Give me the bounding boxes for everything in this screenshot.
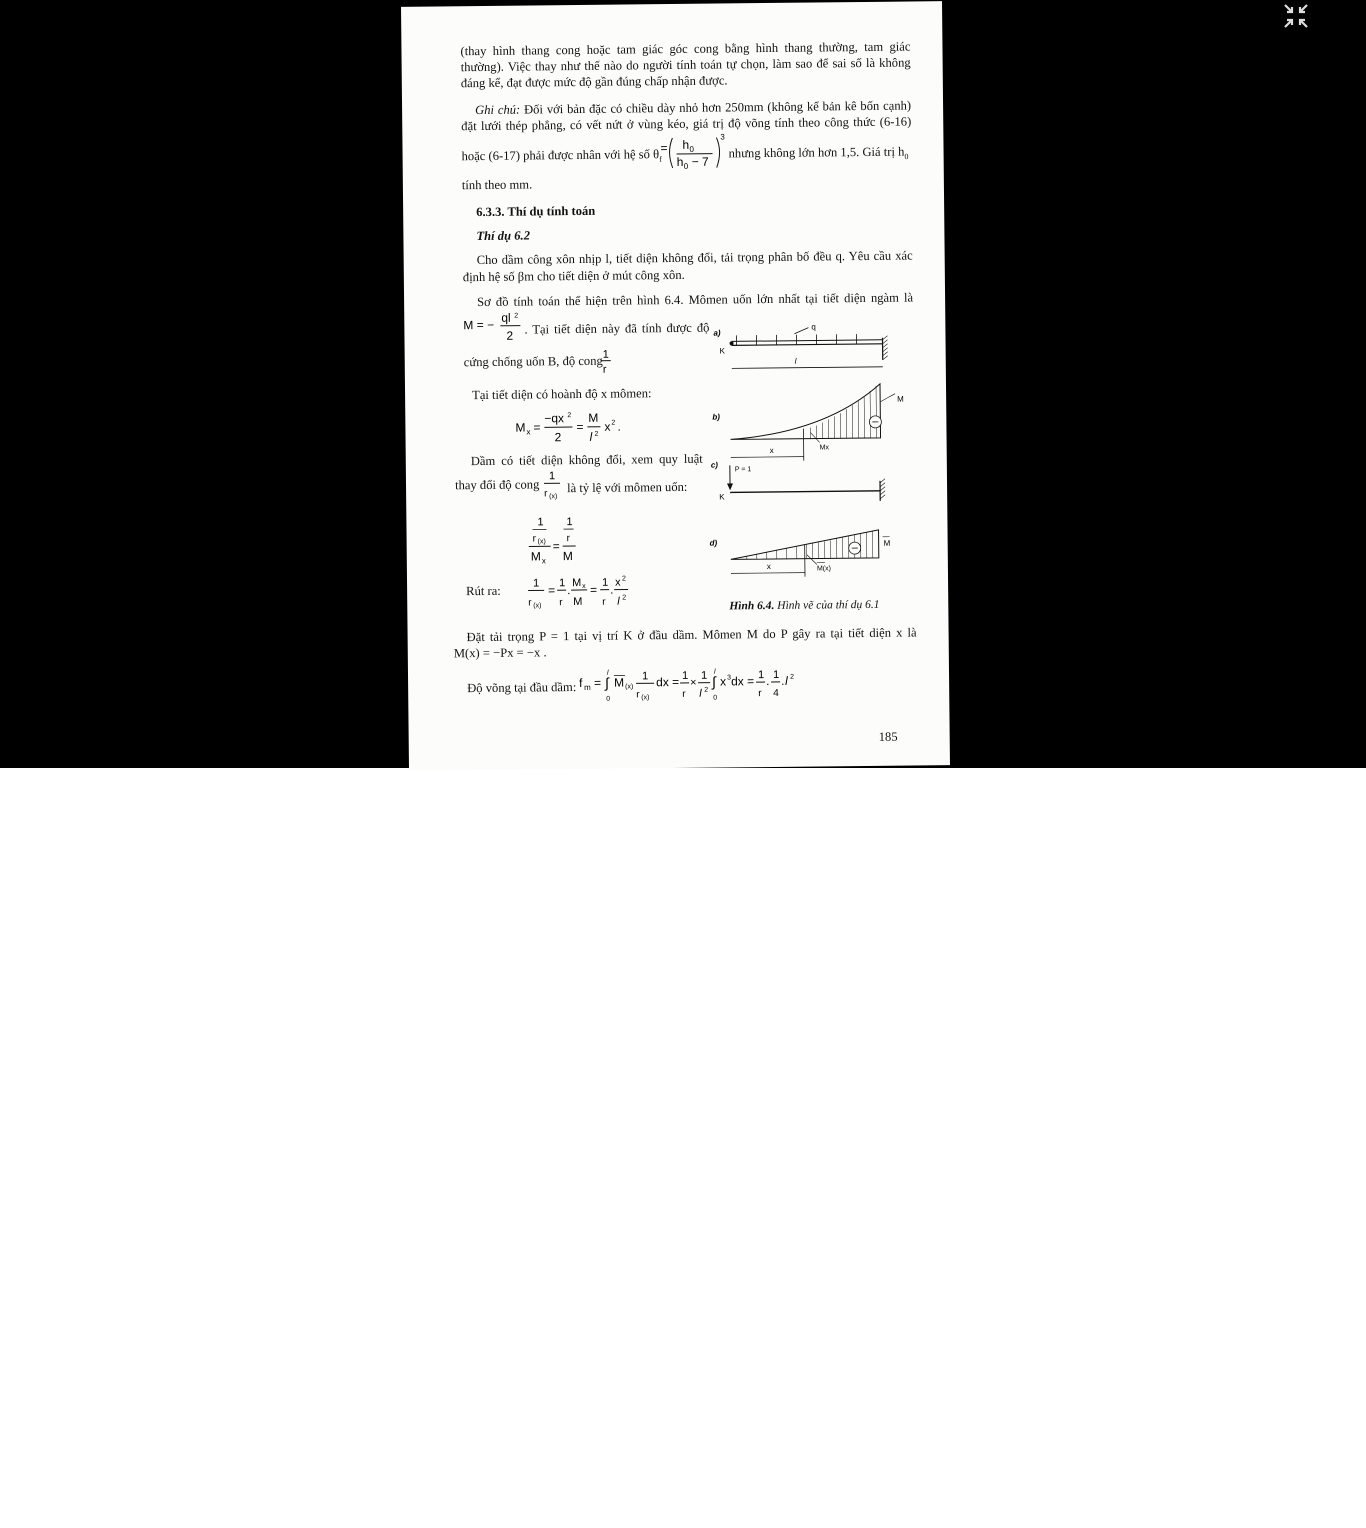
document-page [401, 1, 950, 771]
svg-text:=: = [548, 583, 556, 598]
note-text: hoặc (6-17) phải được nhân với hệ số θ [461, 147, 660, 164]
svg-text:1: 1 [772, 668, 780, 681]
svg-text:dx =: dx = [656, 674, 680, 690]
svg-text:(x): (x) [641, 694, 650, 702]
note-text: Đối với bản đặc có chiều dày nhỏ hơn 250mm (không kể bản kê bốn cạnh) [523, 98, 912, 117]
svg-text:1: 1 [757, 669, 765, 682]
fig-label-x: x [769, 445, 774, 455]
svg-text:− 7: − 7 [691, 154, 709, 169]
curvature-fraction [598, 347, 616, 377]
svg-text:2: 2 [790, 673, 794, 681]
svg-text:=: = [590, 582, 598, 597]
svg-text:1: 1 [601, 576, 609, 589]
svg-text:ql: ql [501, 310, 511, 325]
mx-formula [515, 409, 625, 448]
fig-label-K2: K [719, 492, 725, 502]
svg-text:=: = [576, 419, 584, 435]
paragraph-line: (thay hình thang cong hoặc tam giác góc cong bằng hình thang thường, tam giác [460, 39, 911, 59]
svg-text:1: 1 [548, 470, 556, 483]
fig-label-Mbarx: M(x) [816, 565, 831, 573]
svg-text:1: 1 [558, 577, 566, 590]
svg-text:2: 2 [704, 686, 709, 694]
svg-text:r: r [528, 597, 532, 609]
figure-caption-label: Hình 6.4. [729, 599, 775, 613]
svg-text:2: 2 [611, 419, 616, 427]
unit-load-line: M(x) = −Px = −x . [453, 645, 547, 661]
svg-text:r: r [602, 596, 606, 608]
svg-text:=: = [552, 539, 560, 554]
svg-text:.: . [781, 673, 785, 688]
note-text: nhưng không lớn hơn 1,5. Giá trị h [728, 144, 905, 161]
moment-formula [463, 311, 525, 346]
fig-label-c: c) [710, 460, 719, 470]
svg-text:2: 2 [621, 575, 626, 583]
constant-line: thay đổi độ cong [454, 477, 540, 493]
svg-text:l: l [785, 673, 788, 688]
svg-text:−qx: −qx [544, 411, 565, 426]
svg-text:1: 1 [602, 348, 609, 361]
moment-line: . Tại tiết diện này đã tính được độ [524, 320, 710, 337]
fig-label-Mbar: M [883, 538, 891, 548]
curvature-x-fraction [541, 467, 563, 501]
svg-text:M: M [530, 549, 541, 564]
svg-text:2: 2 [594, 430, 599, 438]
svg-text:1: 1 [641, 670, 649, 683]
paragraph-line: thường). Việc thay như thế nào do người tính toán tự chọn, làm sao để sai số là không [460, 55, 911, 75]
svg-text:0: 0 [713, 694, 718, 702]
svg-text:3: 3 [720, 132, 725, 142]
constant-line: Dầm có tiết diện không đổi, xem quy luật [470, 451, 703, 469]
figure-caption [729, 598, 879, 615]
svg-text:.: . [766, 674, 770, 689]
svg-text:3: 3 [727, 674, 732, 682]
svg-text:0: 0 [683, 161, 689, 171]
svg-text:x: x [582, 582, 586, 590]
svg-text:×: × [690, 676, 697, 689]
svg-text:1: 1 [700, 669, 708, 682]
derived-formula [527, 574, 637, 613]
ratio-formula [528, 513, 589, 570]
svg-text:(x): (x) [533, 602, 542, 610]
svg-text:r: r [544, 488, 548, 500]
fig-label-M: M [897, 394, 904, 404]
svg-text:l: l [589, 429, 593, 444]
stiffness-line: cứng chống uốn B, độ cong [463, 353, 603, 370]
svg-text:r: r [636, 689, 640, 701]
svg-text:M: M [588, 410, 599, 425]
svg-text:r: r [758, 688, 762, 700]
svg-text:h: h [676, 154, 684, 169]
svg-text:(x): (x) [549, 493, 558, 501]
fig-label-l: l [794, 356, 797, 366]
svg-text:2: 2 [506, 328, 514, 343]
svg-text:r: r [602, 363, 607, 376]
note-line: nhưng không lớn hơn 1,5. Giá trị $h_0$ [728, 144, 909, 162]
note-line: hoặc (6-17) phải được nhân với hệ số $\theta_f$ [461, 147, 662, 164]
fig-label-a: a) [713, 328, 721, 338]
svg-text:r: r [559, 597, 563, 609]
svg-text:x: x [614, 576, 621, 589]
fig-label-x2: x [766, 561, 771, 572]
note-line: tính theo mm. [461, 177, 533, 193]
svg-text:(x): (x) [537, 538, 546, 546]
svg-text:x: x [541, 556, 546, 566]
svg-text:1: 1 [566, 516, 573, 529]
svg-text:x: x [604, 419, 611, 434]
svg-text:M: M [614, 675, 625, 690]
svg-text:M: M [571, 576, 582, 590]
theta-formula [658, 131, 726, 176]
exit-fullscreen-icon[interactable] [1281, 1, 1311, 31]
svg-text:.: . [617, 419, 621, 434]
page-number: 185 [878, 729, 898, 744]
figure-6-4 [704, 313, 917, 605]
svg-text:h: h [682, 137, 690, 152]
figure-caption-text: Hình vẽ của thí dụ 6.1 [777, 598, 880, 612]
deflection-formula [579, 665, 799, 707]
svg-text:l: l [617, 595, 620, 608]
paragraph-line: đáng kể, đạt được mức độ gần đúng chấp nhận được. [460, 73, 728, 91]
section-heading: 6.3.3. Thí dụ tính toán [476, 203, 596, 220]
svg-text:=: = [533, 420, 541, 435]
svg-text:m: m [584, 682, 591, 692]
svg-text:2: 2 [554, 430, 562, 445]
svg-text:dx =: dx = [731, 674, 755, 689]
svg-text:l: l [699, 687, 702, 700]
svg-text:l: l [713, 668, 716, 676]
svg-text:1: 1 [537, 516, 544, 529]
svg-text:2: 2 [567, 412, 572, 420]
unit-load-line: Đặt tải trọng P = 1 tại vị trí K ở đầu dầm. Mômen M do P gây ra tại tiết diện x là [466, 625, 917, 645]
svg-text:4: 4 [773, 687, 779, 699]
svg-text:M: M [562, 549, 573, 564]
section-x-line: Tại tiết diện có hoành độ x mômen: [472, 386, 652, 403]
note-label: Ghi chú: [475, 102, 521, 118]
svg-text:∫: ∫ [605, 674, 610, 691]
problem-line: định hệ số βm cho tiết diện ở mút công xôn. [462, 267, 685, 285]
note-line: đặt lưới thép phẳng, có vết nứt ở vùng kéo, giá trị độ võng tính theo công thức (6-16) [461, 114, 912, 134]
svg-text:r: r [682, 688, 686, 700]
svg-text:1: 1 [532, 577, 540, 590]
svg-text:0: 0 [606, 695, 611, 703]
svg-text:r: r [532, 533, 536, 545]
problem-line: Cho dầm công xôn nhịp l, tiết diện không đổi, tải trọng phân bố đều q. Yêu cầu xác [476, 248, 913, 268]
svg-text:r: r [566, 533, 570, 545]
fig-label-d: d) [709, 538, 718, 548]
svg-text:x: x [526, 427, 531, 437]
fig-label-Mx: Mx [819, 444, 830, 452]
svg-text:x: x [720, 674, 727, 689]
scheme-line: Sơ đồ tính toán thể hiện trên hình 6.4. Mômen uốn lớn nhất tại tiết diện ngàm là [477, 290, 914, 310]
constant-line: là tỷ lệ với mômen uốn: [566, 479, 688, 496]
svg-text:0: 0 [689, 144, 695, 154]
fig-label-b: b) [712, 412, 720, 422]
fig-label-K: K [719, 346, 726, 356]
fig-label-P: P = 1 [734, 466, 752, 474]
derive-label: Rút ra: [466, 583, 501, 599]
svg-text:l: l [606, 669, 609, 677]
fig-label-q: q [811, 322, 816, 332]
svg-text:=: = [660, 141, 668, 156]
svg-text:M = −: M = − [463, 317, 495, 333]
svg-text:2: 2 [514, 312, 519, 320]
svg-text:(x): (x) [625, 683, 634, 691]
svg-text:.: . [610, 582, 614, 597]
svg-text:=: = [594, 675, 602, 690]
svg-text:∫: ∫ [712, 673, 717, 690]
svg-text:.: . [567, 583, 571, 598]
svg-text:M: M [515, 420, 526, 435]
example-heading: Thí dụ 6.2 [476, 228, 531, 244]
deflection-label: Độ võng tại đầu dầm: [467, 680, 577, 696]
svg-text:2: 2 [622, 594, 627, 602]
svg-text:M: M [573, 595, 583, 609]
svg-text:1: 1 [681, 669, 689, 682]
svg-text:f: f [579, 675, 583, 691]
